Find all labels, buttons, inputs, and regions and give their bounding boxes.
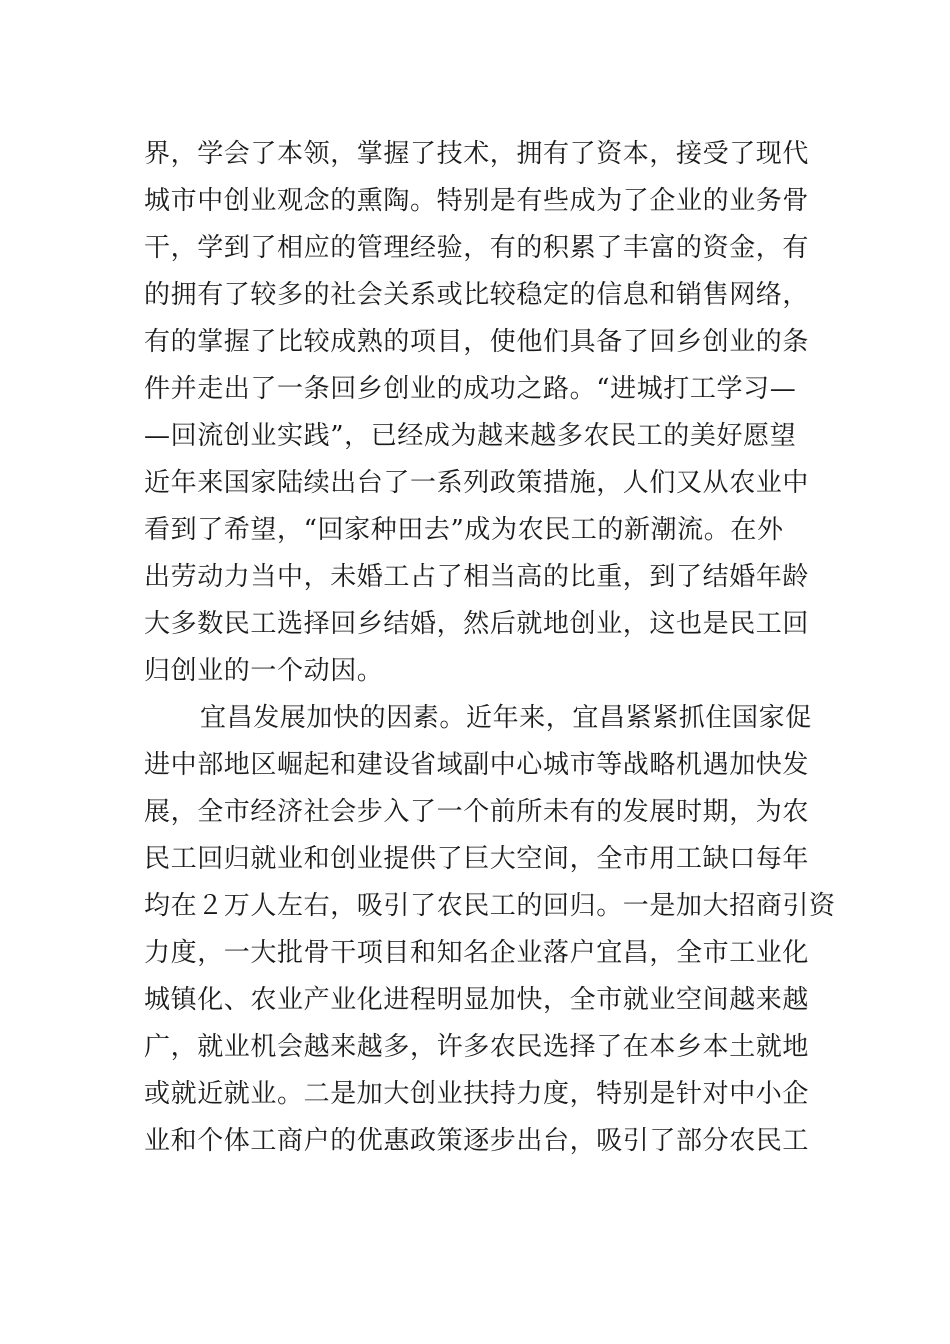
text-line: 界，学会了本领，掌握了技术，拥有了资本，接受了现代 bbox=[144, 139, 810, 169]
text-line: 归创业的一个动因。 bbox=[144, 656, 384, 686]
text-line: 或就近就业。二是加大创业扶持力度，特别是针对中小企 bbox=[144, 1079, 810, 1109]
text-line: 有的掌握了比较成熟的项目，使他们具备了回乡创业的条 bbox=[144, 327, 810, 357]
text-line: 近年来国家陆续出台了一系列政策措施，人们又从农业中 bbox=[144, 468, 810, 498]
text-line-indented: 宜昌发展加快的因素。近年来，宜昌紧紧抓住国家促 bbox=[200, 703, 812, 733]
paragraph-1 bbox=[144, 131, 814, 695]
text-line: 广，就业机会越来越多，许多农民选择了在本乡本土就地 bbox=[144, 1032, 810, 1062]
text-line: 均在２万人左右，吸引了农民工的回归。一是加大招商引资 bbox=[144, 891, 836, 921]
text-line: 看到了希望，“回家种田去”成为农民工的新潮流。在外 bbox=[144, 515, 784, 545]
text-line: 进中部地区崛起和建设省域副中心城市等战略机遇加快发 bbox=[144, 750, 810, 780]
text-line: 展，全市经济社会步入了一个前所未有的发展时期，为农 bbox=[144, 797, 810, 827]
text-line: 大多数民工选择回乡结婚，然后就地创业，这也是民工回 bbox=[144, 609, 810, 639]
text-line: 出劳动力当中，未婚工占了相当高的比重，到了结婚年龄 bbox=[144, 562, 810, 592]
text-line: 城市中创业观念的熏陶。特别是有些成为了企业的业务骨 bbox=[144, 186, 810, 216]
paragraph-2 bbox=[144, 695, 836, 1165]
text-line: 民工回归就业和创业提供了巨大空间，全市用工缺口每年 bbox=[144, 844, 810, 874]
text-line: 件并走出了一条回乡创业的成功之路。“进城打工学习— bbox=[144, 374, 797, 404]
text-line: 干，学到了相应的管理经验，有的积累了丰富的资金，有 bbox=[144, 233, 810, 263]
text-line: 业和个体工商户的优惠政策逐步出台，吸引了部分农民工 bbox=[144, 1126, 810, 1156]
document-body bbox=[144, 131, 836, 1165]
text-line: 力度，一大批骨干项目和知名企业落户宜昌，全市工业化 bbox=[144, 938, 810, 968]
text-line: 的拥有了较多的社会关系或比较稳定的信息和销售网络， bbox=[144, 280, 810, 310]
text-line: 城镇化、农业产业化进程明显加快，全市就业空间越来越 bbox=[144, 985, 810, 1015]
text-line: —回流创业实践”，已经成为越来越多农民工的美好愿望 bbox=[144, 421, 797, 451]
